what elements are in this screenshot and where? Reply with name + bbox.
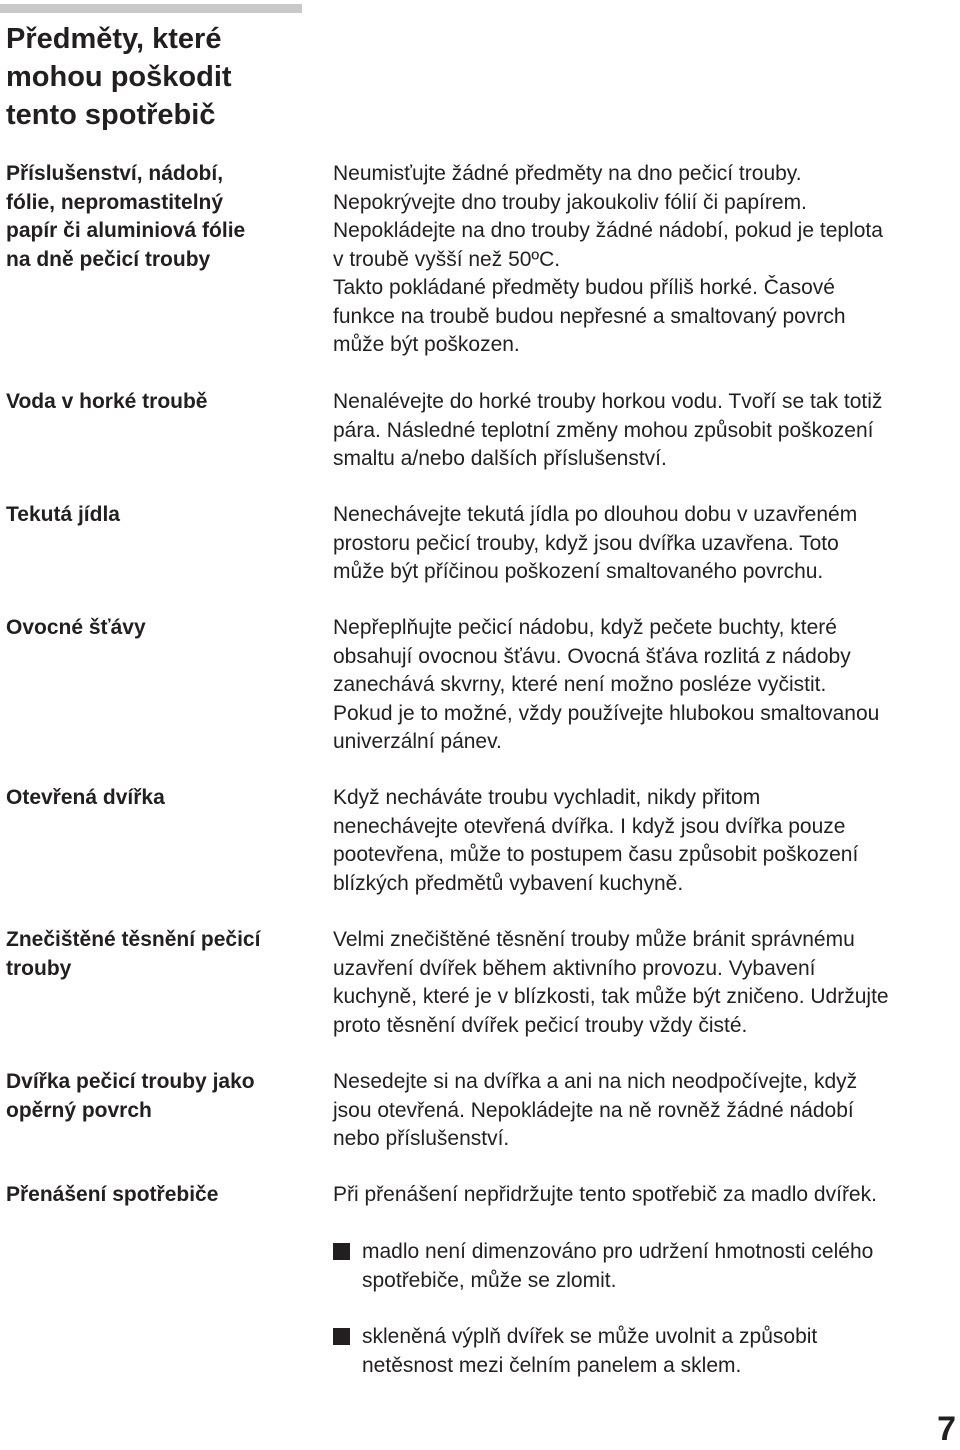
header-rule [0,4,302,13]
list-item [333,1238,958,1295]
section-label-water: Voda v horké troubě [6,390,208,413]
square-bullet-icon [333,1328,350,1345]
section-text-water: Nenalévejte do horké trouby horkou vodu. Tvoří se tak totiž pára. Následné teplotní změny mohou způsobit poškození smaltu a/nebo dalších příslušenství. [333,390,883,470]
section-label-fruit-juice: Ovocné šťávy [6,616,146,639]
section-label-liquid-food: Tekutá jídla [6,503,120,526]
section-text-liquid-food: Nenechávejte tekutá jídla po dlouhou dobu v uzavřeném prostoru pečicí trouby, když jsou dvířka uzavřena. Toto může být příčinou poškození smaltovaného povrchu. [333,503,858,583]
page-title: Předměty, které mohou poškodit tento spotřebič [6,23,232,131]
section-label-open-door: Otevřená dvířka [6,786,165,809]
page-number: 7 [937,1410,956,1448]
section-text-fruit-juice: Nepřeplňujte pečicí nádobu, když pečete buchty, které obsahují ovocnou šťávu. Ovocná šťáva rozlitá z nádoby zanechává skvrny, které není možno posléze vyčistit. Pokud je to možné, vždy používejte hlubokou smaltovanou univerzální pánev. [333,616,880,753]
list-item [333,1323,958,1380]
bullet-text: madlo není dimenzováno pro udržení hmotnosti celého spotřebiče, může se zlomit. [362,1240,874,1292]
section-label-dirty-seal: Znečištěné těsnění pečicí trouby [6,928,261,980]
section-text-dirty-seal: Velmi znečištěné těsnění trouby může bránit správnému uzavření dvířek během aktivního provozu. Vybavení kuchyně, které je v blízkosti, tak může být zničeno. Udržujte proto těsnění dvířek pečicí trouby vždy čisté. [333,928,889,1037]
section-label-door-support: Dvířka pečicí trouby jako opěrný povrch [6,1070,255,1122]
section-label-accessories: Příslušenství, nádobí, fólie, nepromastitelný papír či aluminiová fólie na dně pečicí trouby [6,162,246,271]
section-text-door-support: Nesedejte si na dvířka a ani na nich neodpočívejte, když jsou otevřená. Nepokládejte na ně rovněž žádné nádobí nebo příslušenství. [333,1070,858,1150]
square-bullet-icon [333,1243,350,1260]
section-label-carrying: Přenášení spotřebiče [6,1183,219,1206]
bullet-text: skleněná výplň dvířek se může uvolnit a způsobit netěsnost mezi čelním panelem a sklem. [362,1325,818,1377]
section-text-accessories: Neumisťujte žádné předměty na dno pečicí trouby. Nepokrývejte dno trouby jakoukoliv fólií či papírem. Nepokládejte na dno trouby žádné nádobí, pokud je teplota v troubě vyšší než 50ºC. Takto pokládané předměty budou příliš horké. Časové funkce na troubě budou nepřesné a smaltovaný povrch může být poškozen. [333,162,883,356]
section-text-open-door: Když necháváte troubu vychladit, nikdy přitom nenechávejte otevřená dvířka. I když jsou dvířka pouze pootevřena, může to postupem času způsobit poškození blízkých předmětů vybavení kuchyně. [333,786,859,895]
section-text-carrying: Při přenášení nepřidržujte tento spotřebič za madlo dvířek. [333,1183,877,1206]
